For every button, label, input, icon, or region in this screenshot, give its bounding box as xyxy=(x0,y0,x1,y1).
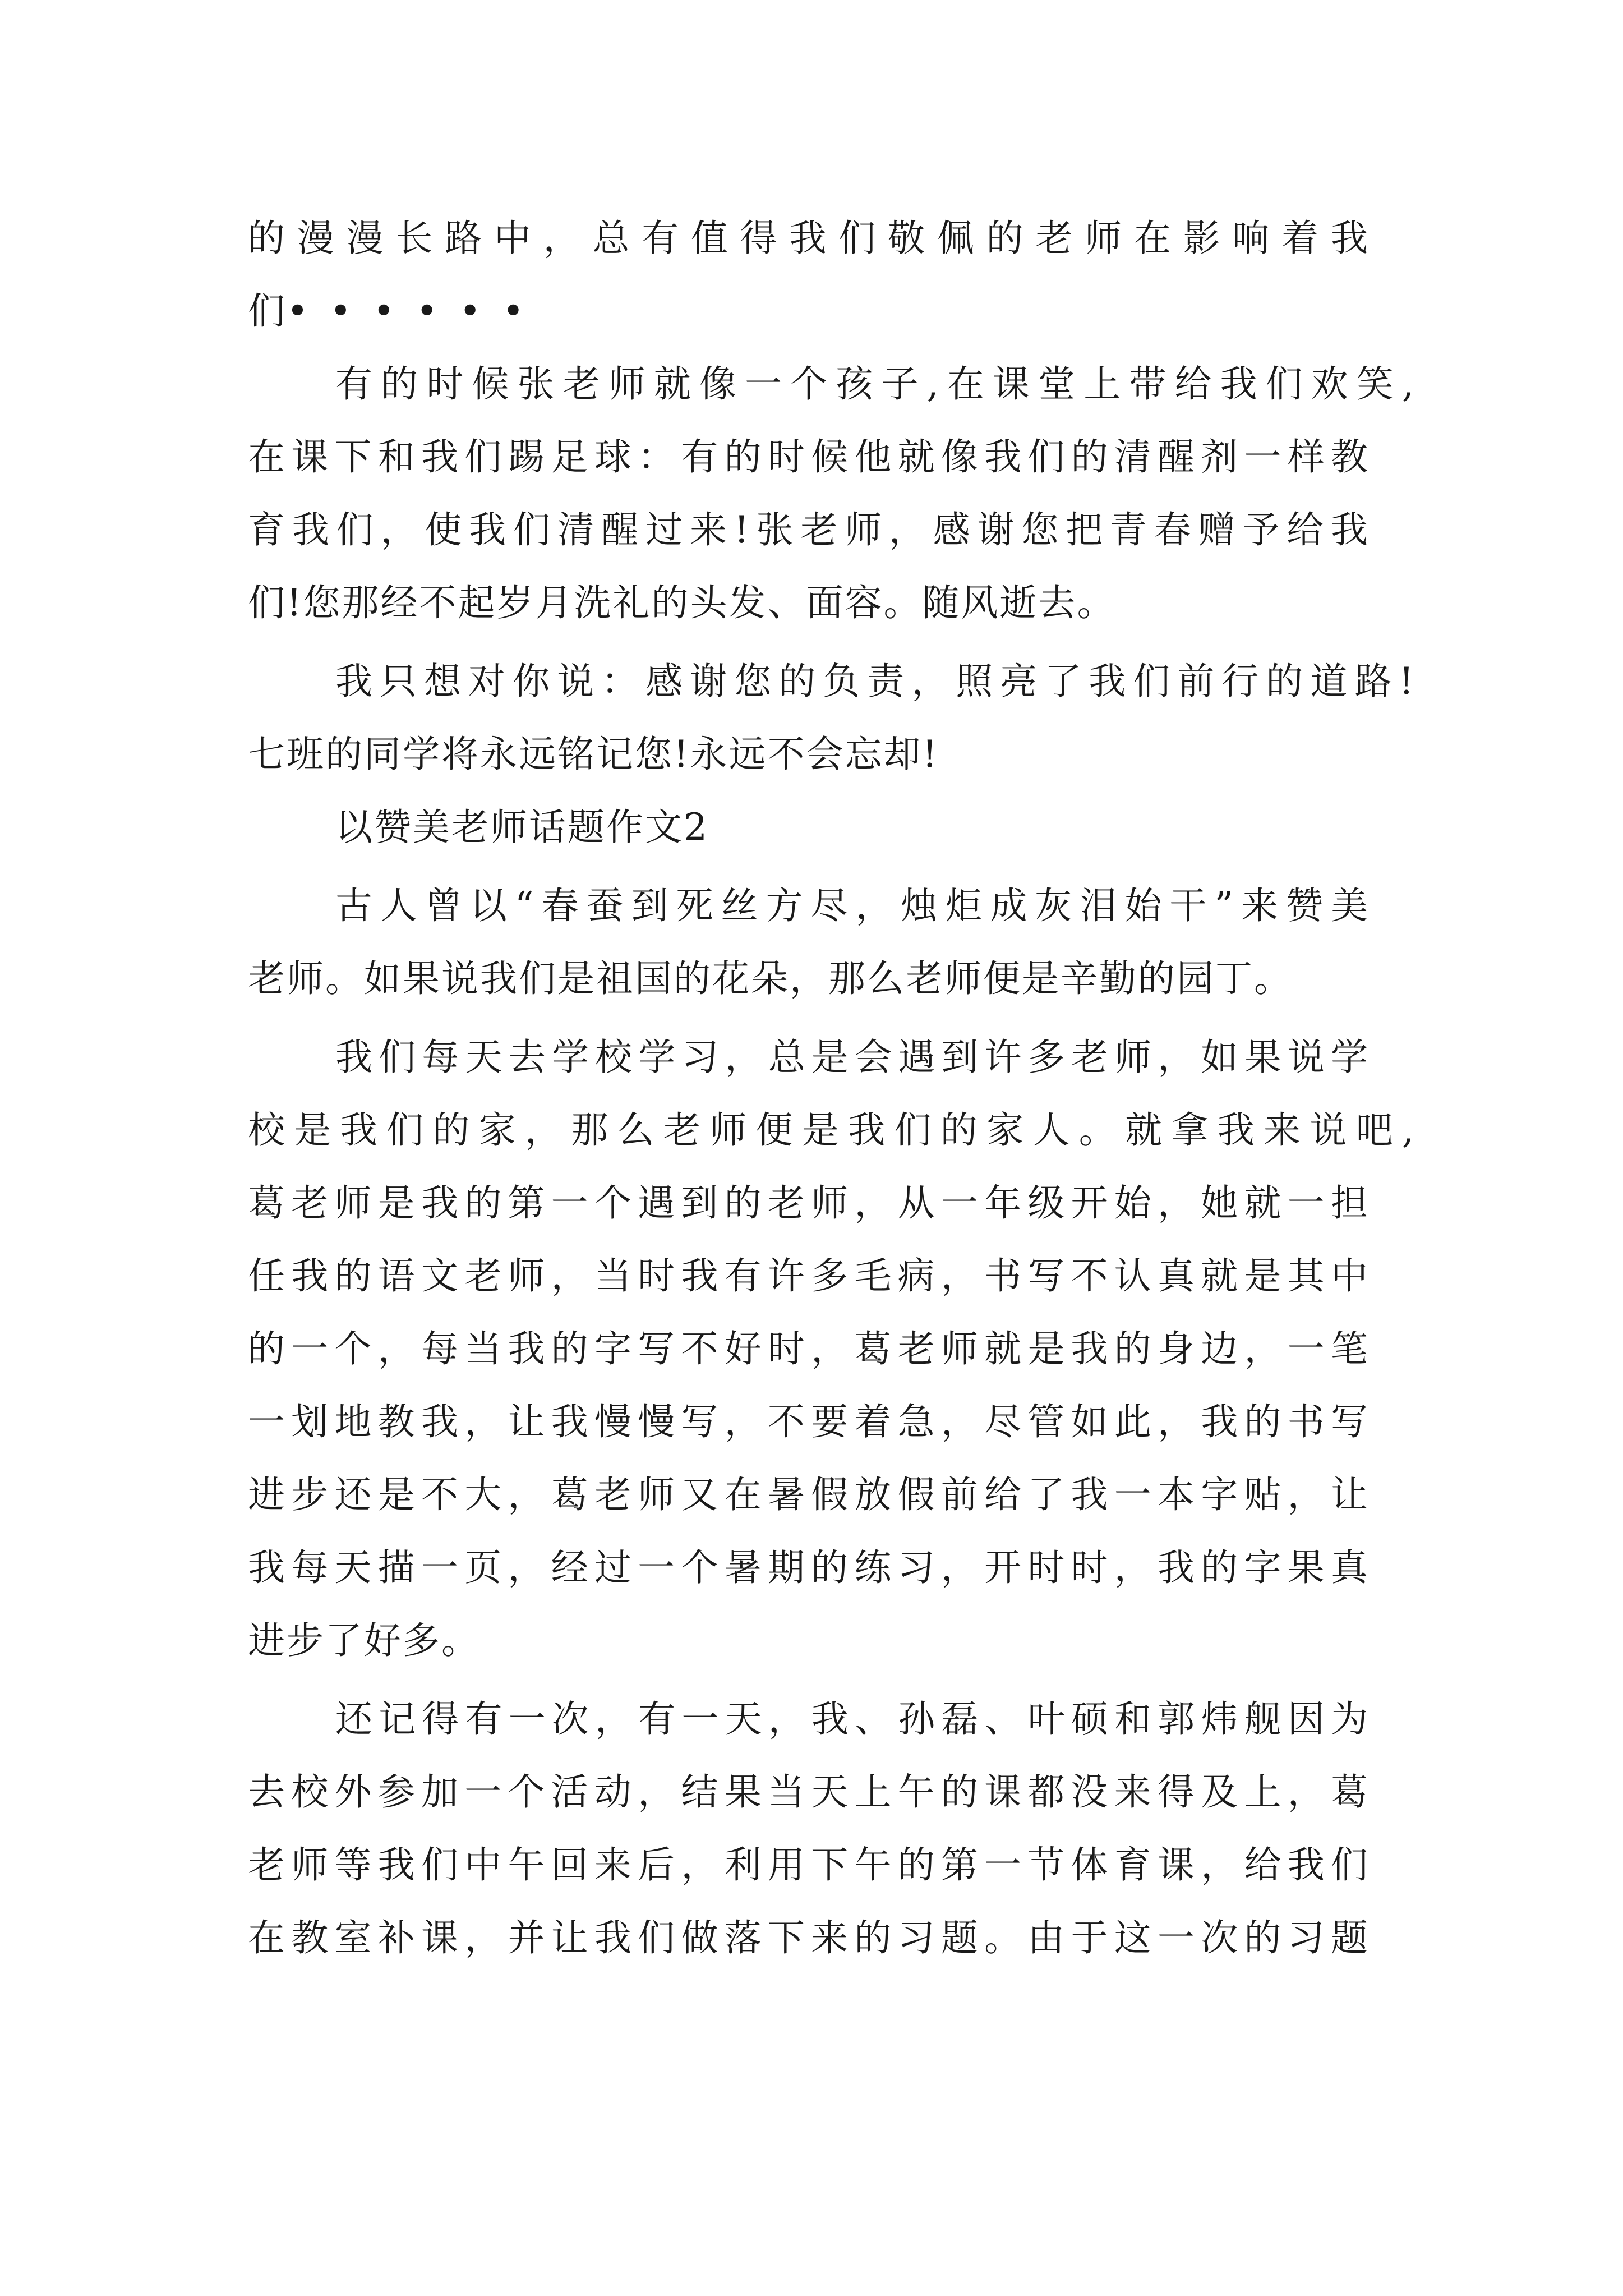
paragraph-line: 还记得有一次，有一天，我、孙磊、叶硕和郭炜舰因为 xyxy=(335,1697,1370,1741)
paragraph-line: 老师。如果说我们是祖国的花朵，那么老师便是辛勤的园丁。 xyxy=(248,957,1293,1000)
paragraph-line: 在课下和我们踢足球：有的时候他就像我们的清醒剂一样教 xyxy=(248,435,1370,478)
paragraph-line: 去校外参加一个活动，结果当天上午的课都没来得及上，葛 xyxy=(248,1770,1370,1814)
paragraph-line: 的漫漫长路中，总有值得我们敬佩的老师在影响着我 xyxy=(248,217,1370,260)
paragraph-line: 有的时候张老师就像一个孩子,在课堂上带给我们欢笑, xyxy=(335,362,1415,406)
paragraph-line-text: 们 xyxy=(248,289,287,333)
paragraph-line: 任我的语文老师，当时我有许多毛病，书写不认真就是其中 xyxy=(248,1254,1370,1297)
paragraph-line: 我们每天去学校学习，总是会遇到许多老师，如果说学 xyxy=(335,1036,1370,1079)
paragraph-line: 进步了好多。 xyxy=(248,1619,480,1662)
paragraph-line: 的一个，每当我的字写不好时，葛老师就是我的身边，一笔 xyxy=(248,1327,1370,1370)
paragraph-line: 进步还是不大，葛老师又在暑假放假前给了我一本字贴，让 xyxy=(248,1473,1370,1516)
paragraph-line: 古人曾以“春蚕到死丝方尽，烛炬成灰泪始干”来赞美 xyxy=(335,884,1370,927)
paragraph-line: 七班的同学将永远铭记您!永远不会忘却! xyxy=(248,733,939,776)
paragraph-line: 一划地教我，让我慢慢写，不要着急，尽管如此，我的书写 xyxy=(248,1400,1370,1443)
section-heading: 以赞美老师话题作文2 xyxy=(335,806,709,849)
paragraph-line xyxy=(248,280,546,342)
paragraph-line: 老师等我们中午回来后，利用下午的第一节体育课，给我们 xyxy=(248,1843,1370,1887)
paragraph-line: 葛老师是我的第一个遇到的老师，从一年级开始，她就一担 xyxy=(248,1181,1370,1225)
paragraph-line: 们!您那经不起岁月洗礼的头发、面容。随风逝去。 xyxy=(248,581,1116,624)
paragraph-line: 育我们，使我们清醒过来!张老师，感谢您把青春赠予给我 xyxy=(248,508,1370,551)
paragraph-line: 我每天描一页，经过一个暑期的练习，开时时，我的字果真 xyxy=(248,1546,1370,1589)
paragraph-line: 我只想对你说：感谢您的负责，照亮了我们前行的道路! xyxy=(335,660,1415,703)
paragraph-line: 在教室补课，并让我们做落下来的习题。由于这一次的习题 xyxy=(248,1916,1370,1959)
ellipsis-dots: •••••• xyxy=(287,289,546,333)
paragraph-line: 校是我们的家，那么老师便是我们的家人。就拿我来说吧, xyxy=(248,1108,1415,1152)
